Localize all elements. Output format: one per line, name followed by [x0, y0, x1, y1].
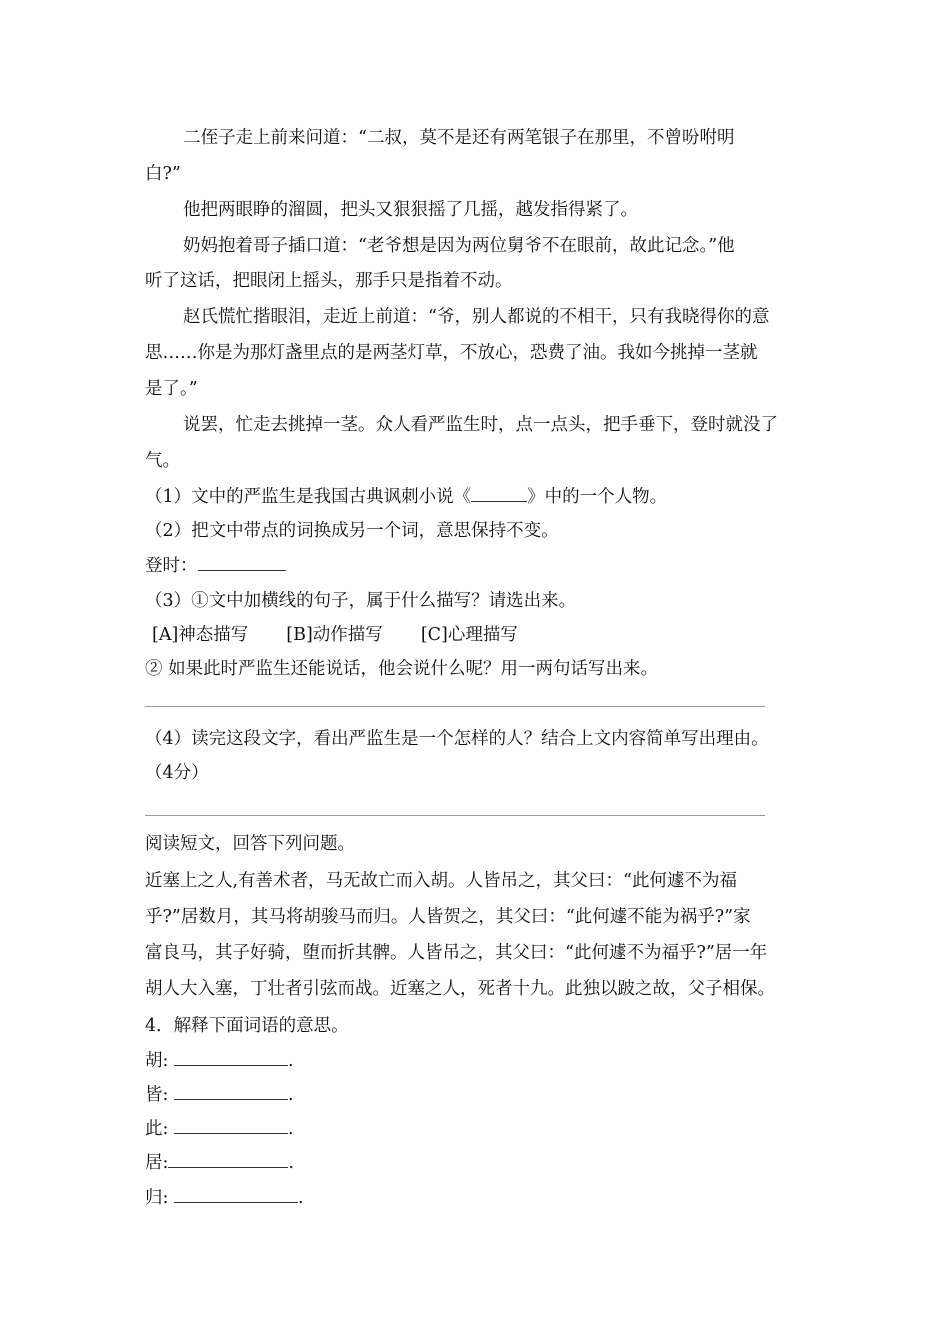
- vocab-label: 归:: [145, 1188, 169, 1208]
- option-a[interactable]: [A]神态描写: [152, 625, 249, 645]
- vocab-item-gui: [145, 1186, 304, 1210]
- answer-blank[interactable]: [198, 554, 286, 571]
- paragraph-line: 是了。”: [145, 379, 198, 399]
- vocab-item-jie: [145, 1083, 294, 1107]
- paragraph-line: 听了这话，把眼闭上摇头，那手只是指着不动。: [145, 271, 513, 291]
- option-b[interactable]: [B]动作描写: [286, 625, 383, 645]
- answer-line[interactable]: [145, 706, 765, 707]
- paragraph-line: 二侄子走上前来问道：“二叔，莫不是还有两笔银子在那里，不曾吩咐明: [183, 128, 735, 148]
- paragraph-line: 富良马，其子好骑，堕而折其髀。人皆吊之，其父曰：“此何遽不为福乎?”居一年: [145, 943, 768, 963]
- answer-blank[interactable]: [471, 485, 527, 502]
- vocab-item-ci: [145, 1117, 294, 1141]
- question-1-prefix: （1）文中的严监生是我国古典讽刺小说《: [145, 487, 472, 507]
- passage-intro: 阅读短文，回答下列问题。: [145, 834, 355, 854]
- answer-line[interactable]: [145, 815, 765, 816]
- paragraph-line: 赵氏慌忙揩眼泪，走近上前道：“爷，别人都说的不相干，只有我晓得你的意: [183, 307, 770, 327]
- paragraph-line: 乎?”居数月，其马将胡骏马而归。人皆贺之，其父曰：“此何遽不能为祸乎?”家: [145, 907, 751, 927]
- vocab-end: .: [297, 1188, 304, 1208]
- answer-blank[interactable]: [174, 1117, 288, 1134]
- paragraph-line: 奶妈抱着哥子插口道：“老爷想是因为两位舅爷不在眼前，故此记念。”他: [183, 236, 735, 256]
- answer-label: 登时：: [145, 556, 198, 576]
- paragraph-line: 白?”: [145, 164, 181, 184]
- vocab-label: 皆:: [145, 1085, 169, 1105]
- paragraph-line: 说罢，忙走去挑掉一茎。众人看严监生时，点一点头，把手垂下，登时就没了: [183, 415, 778, 435]
- vocab-label: 胡:: [145, 1051, 169, 1071]
- question-1-suffix: 》中的一个人物。: [527, 487, 668, 507]
- paragraph-line: 思……你是为那灯盏里点的是两茎灯草，不放心，恐费了油。我如今挑掉一茎就: [145, 343, 758, 363]
- vocab-label: 此:: [145, 1119, 169, 1139]
- question-1: [145, 485, 667, 509]
- vocab-item-hu: [145, 1049, 294, 1073]
- vocab-end: .: [288, 1153, 294, 1173]
- question-2-answer: [145, 554, 286, 578]
- answer-blank[interactable]: [174, 1083, 288, 1100]
- question-4-points: （4分）: [145, 763, 209, 783]
- question-4: （4）读完这段文字，看出严监生是一个怎样的人？结合上文内容简单写出理由。: [145, 729, 769, 749]
- vocab-end: .: [287, 1085, 294, 1105]
- paragraph-line: 胡人大入塞，丁壮者引弦而战。近塞之人，死者十九。此独以跛之故，父子相保。: [145, 979, 775, 999]
- option-c[interactable]: [C]心理描写: [420, 625, 518, 645]
- answer-blank[interactable]: [174, 1186, 298, 1203]
- question-3: （3）①文中加横线的句子，属于什么描写？请选出来。: [145, 591, 577, 611]
- vocab-end: .: [287, 1051, 294, 1071]
- question-2: （2）把文中带点的词换成另一个词，意思保持不变。: [145, 521, 559, 541]
- option-row: [152, 623, 556, 647]
- answer-blank[interactable]: [174, 1049, 288, 1066]
- vocab-item-ju: [145, 1151, 294, 1175]
- question-3-sub2: ② 如果此时严监生还能说话，他会说什么呢？用一两句话写出来。: [145, 659, 659, 679]
- answer-blank[interactable]: [168, 1151, 288, 1168]
- vocab-label: 居:: [145, 1153, 169, 1173]
- vocab-end: .: [287, 1119, 294, 1139]
- paragraph-line: 近塞上之人,有善术者，马无故亡而入胡。人皆吊之，其父曰：“此何遽不为福: [145, 871, 738, 891]
- vocab-title: 4．解释下面词语的意思。: [145, 1016, 349, 1036]
- paragraph-line: 他把两眼睁的溜圆，把头又狠狠摇了几摇，越发指得紧了。: [183, 200, 638, 220]
- paragraph-line: 气。: [145, 451, 180, 471]
